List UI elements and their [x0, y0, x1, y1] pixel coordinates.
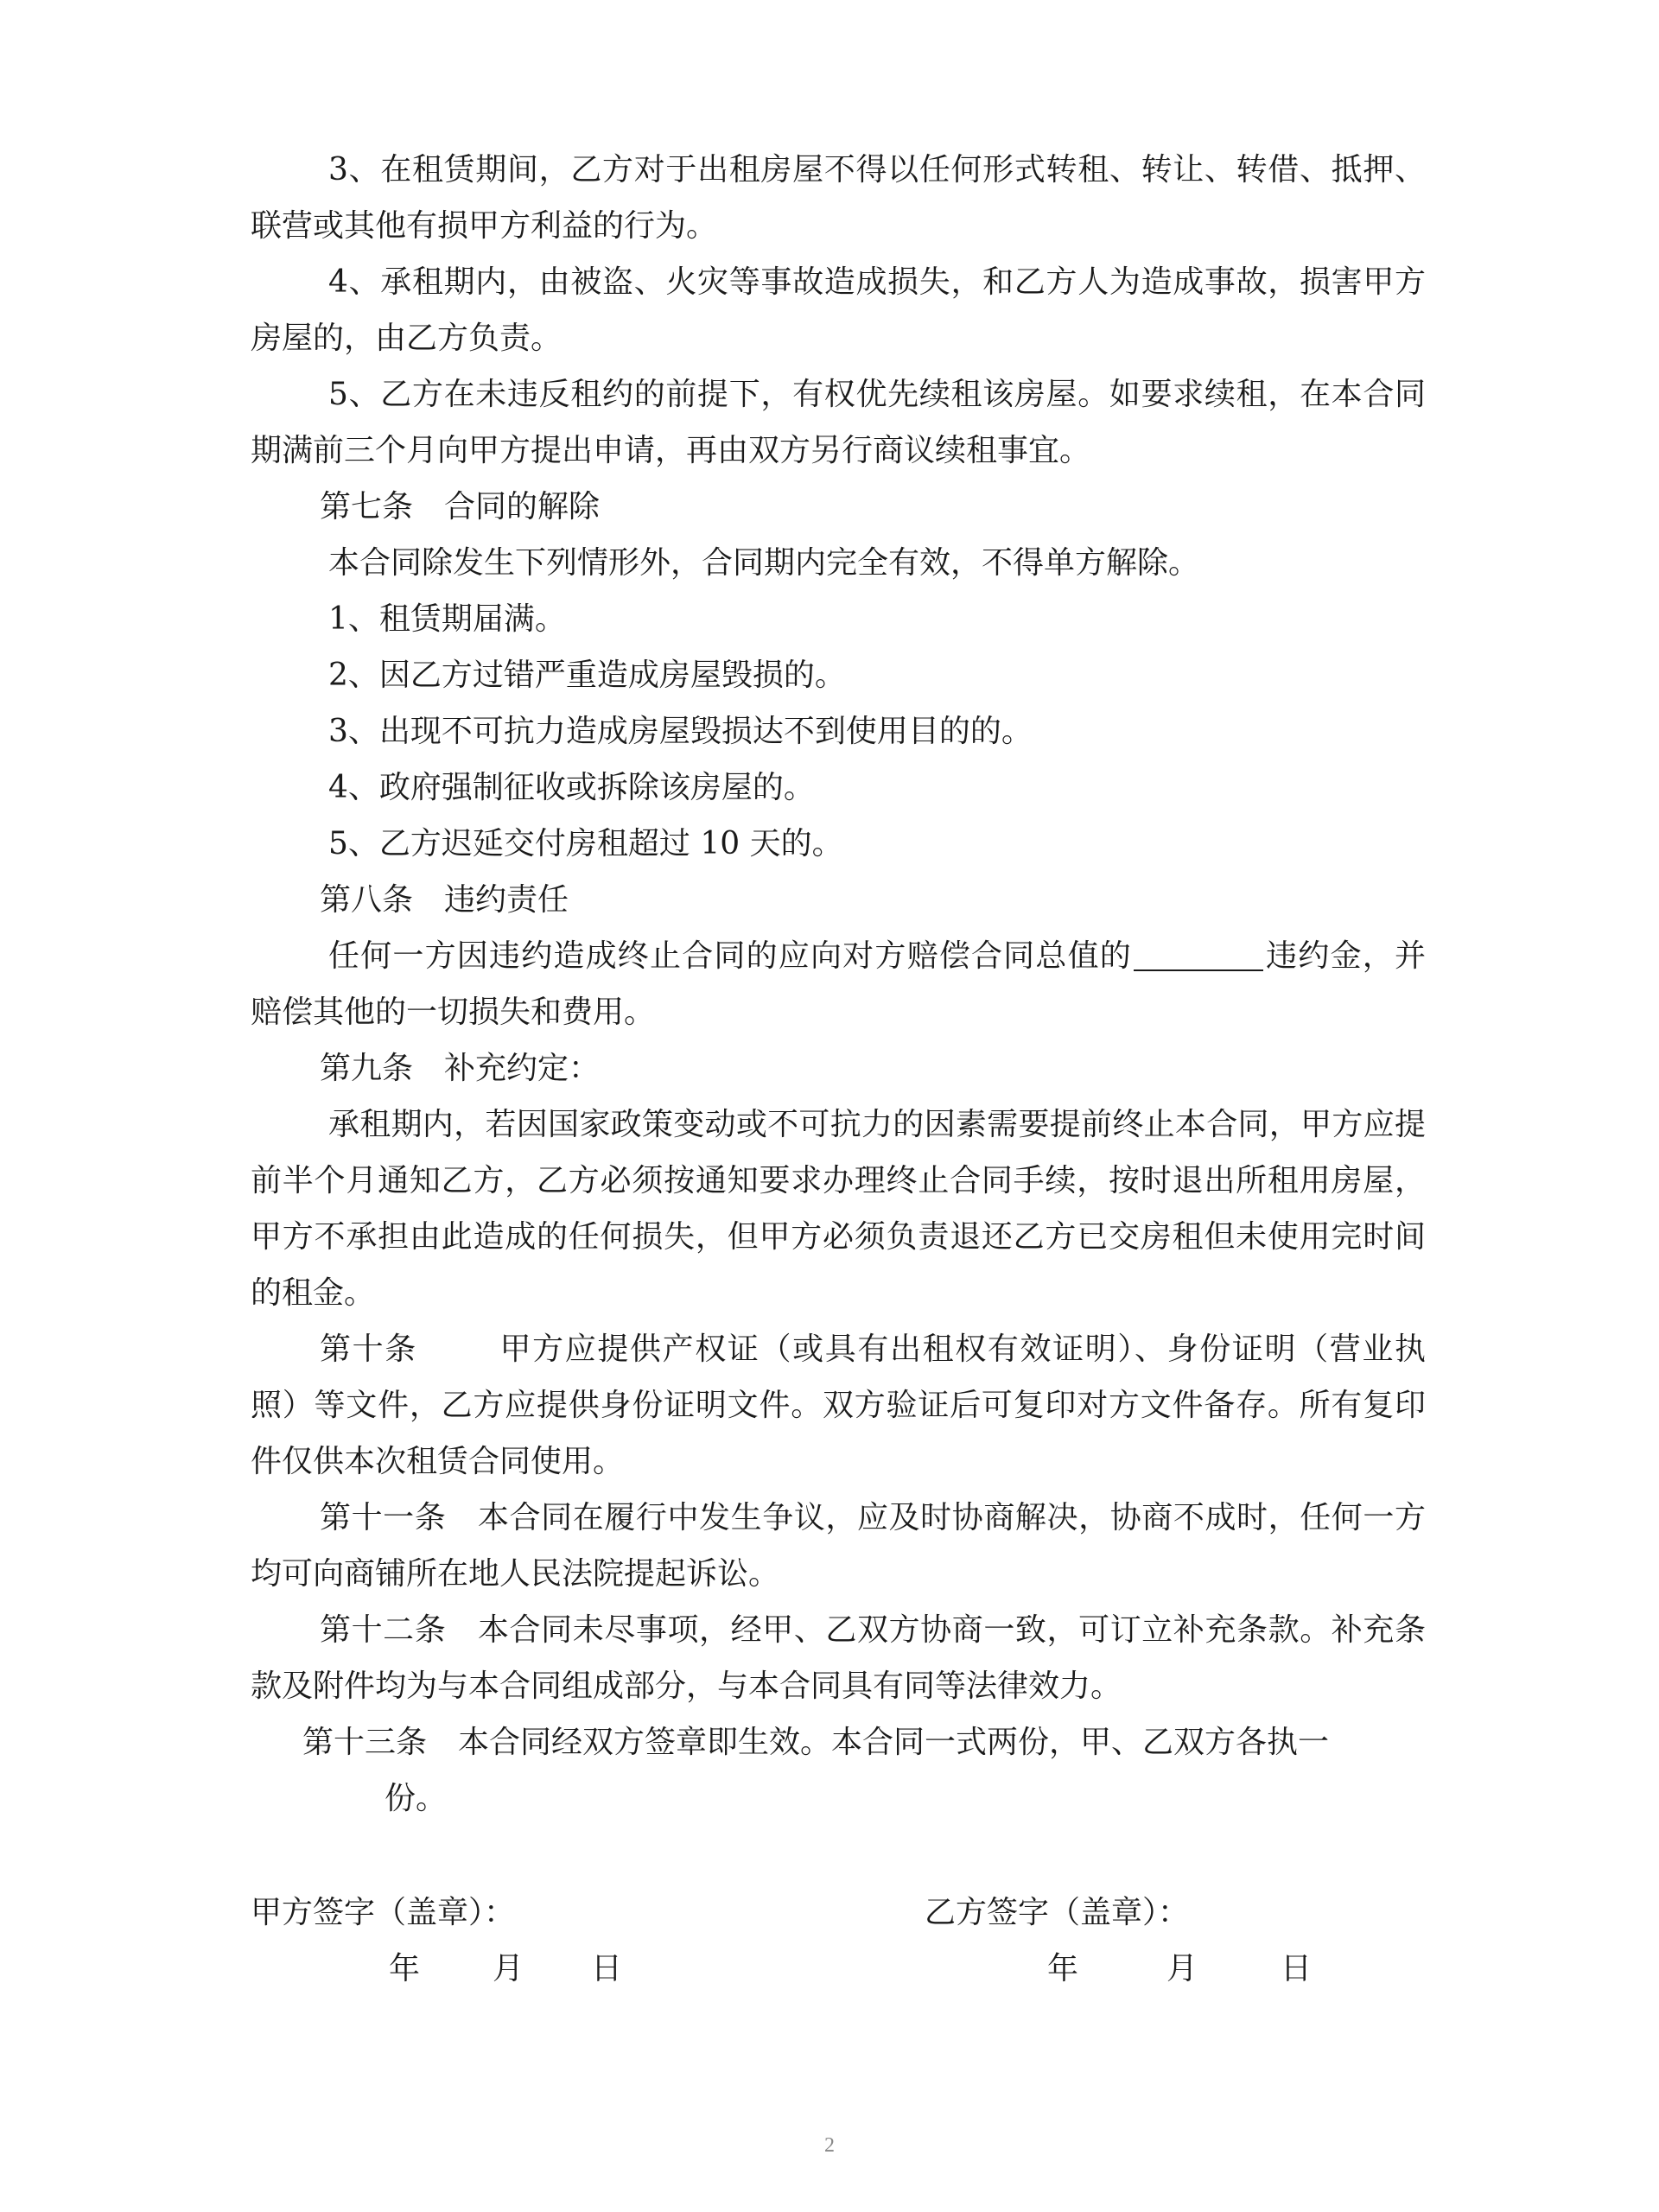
article-8-text-before: 任何一方因违约造成终止合同的应向对方赔偿合同总值的	[328, 938, 1132, 974]
document-body	[251, 142, 1426, 1827]
party-a-signature-label: 甲方签字（盖章）：	[251, 1895, 516, 1930]
article-9-heading: 第九条 补充约定：	[320, 1051, 601, 1086]
party-b-date	[1047, 1941, 1312, 1997]
article-10-label: 第十条	[320, 1332, 417, 1367]
article-8-text	[251, 928, 1426, 1040]
article-7-item-1: 1、租赁期届满。	[328, 601, 566, 637]
party-a-date	[389, 1941, 622, 1997]
article-13-line1: 本合同经双方签章即生效。本合同一式两份，甲、乙双方各执一	[458, 1725, 1330, 1760]
penalty-rate-blank	[1134, 938, 1263, 971]
article-7-heading: 第七条 合同的解除	[320, 489, 601, 524]
article-7-item-4: 4、政府强制征收或拆除该房屋的。	[328, 770, 815, 805]
article-12-label: 第十二条	[320, 1612, 447, 1648]
party-b-signature-label: 乙方签字（盖章）：	[925, 1895, 1190, 1930]
article-8-text-after: 违约金，并赔偿其他的一切损失和费用。	[251, 938, 1426, 1030]
article-7-intro: 本合同除发生下列情形外，合同期内完全有效，不得单方解除。	[328, 545, 1200, 581]
article-7-item-5: 5、乙方迟延交付房租超过 10 天的。	[328, 826, 843, 861]
article-13-line2: 份。	[385, 1781, 448, 1816]
article-11	[251, 1490, 1426, 1602]
article-7-item-3: 3、出现不可抗力造成房屋毁损达不到使用目的的。	[328, 714, 1033, 749]
party-b-date-month: 月	[1166, 1951, 1198, 1986]
article-11-label: 第十一条	[320, 1500, 447, 1535]
party-b-date-day: 日	[1281, 1951, 1313, 1986]
article-13	[251, 1714, 1426, 1827]
article-8-heading: 第八条 违约责任	[320, 882, 569, 918]
party-b-date-year: 年	[1047, 1951, 1079, 1986]
signature-block	[251, 1885, 1426, 2005]
clause-6-3: 3、在租赁期间，乙方对于出租房屋不得以任何形式转租、转让、转借、抵押、联营或其他有损甲方利益的行为。	[251, 152, 1426, 244]
party-a-date-day: 日	[591, 1951, 623, 1986]
article-7-item-2: 2、因乙方过错严重造成房屋毁损的。	[328, 658, 846, 693]
article-10	[251, 1321, 1426, 1490]
article-12-text: 本合同未尽事项，经甲、乙双方协商一致，可订立补充条款。补充条款及附件均为与本合同组成部分，与本合同具有同等法律效力。	[251, 1612, 1426, 1704]
clause-6-4: 4、承租期内，由被盗、火灾等事故造成损失，和乙方人为造成事故，损害甲方房屋的，由乙方负责。	[251, 264, 1426, 356]
article-10-text: 甲方应提供产权证（或具有出租权有效证明）、身份证明（营业执照）等文件，乙方应提供身份证明文件。双方验证后可复印对方文件备存。所有复印件仅供本次租赁合同使用。	[251, 1332, 1426, 1479]
party-a-date-month: 月	[493, 1951, 524, 1986]
article-12	[251, 1602, 1426, 1714]
article-13-label: 第十三条	[302, 1725, 428, 1760]
clause-6-5: 5、乙方在未违反租约的前提下，有权优先续租该房屋。如要求续租，在本合同期满前三个月向甲方提出申请，再由双方另行商议续租事宜。	[251, 377, 1426, 468]
article-11-text: 本合同在履行中发生争议，应及时协商解决，协商不成时，任何一方均可向商铺所在地人民法院提起诉讼。	[251, 1500, 1426, 1592]
page-number: 2	[824, 2134, 835, 2157]
article-9-text: 承租期内，若因国家政策变动或不可抗力的因素需要提前终止本合同，甲方应提前半个月通知乙方，乙方必须按通知要求办理终止合同手续，按时退出所租用房屋，甲方不承担由此造成的任何损失，但甲方必须负责退还乙方已交房租但未使用完时间的租金。	[251, 1107, 1426, 1311]
party-a-date-year: 年	[389, 1951, 421, 1986]
